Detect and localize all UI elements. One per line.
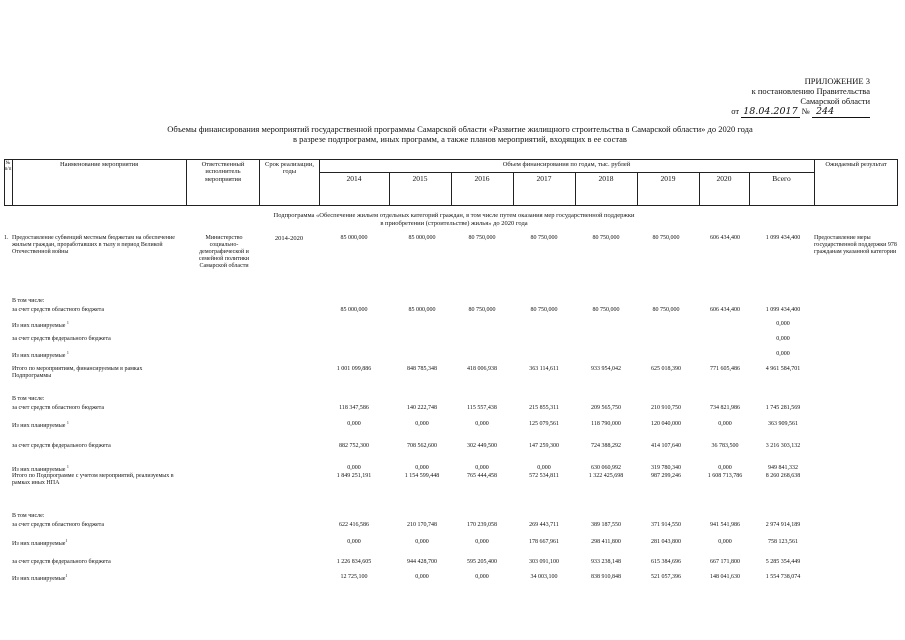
appendix-date: 18.04.2017	[743, 106, 798, 118]
value-2015: 85 000,000	[408, 307, 436, 313]
year-2020: 2020	[716, 174, 732, 183]
row-label: за счет средств федерального бюджета	[12, 443, 111, 449]
value-2014: 882 752,300	[339, 443, 369, 449]
value-2019: 319 780,340	[651, 465, 681, 471]
value-2016: 765 444,458	[467, 473, 497, 479]
value-2014: 12 725,100	[340, 574, 368, 580]
value-2019: 615 384,696	[651, 559, 681, 565]
header-number-b: п/п	[4, 166, 12, 172]
row-label: В том числе:	[12, 513, 45, 519]
value-2020: 941 541,986	[710, 522, 740, 528]
col-divider	[897, 159, 898, 205]
row-label: В том числе:	[12, 298, 45, 304]
value-2020: 148 041,630	[710, 574, 740, 580]
value-2020: 606 434,400	[710, 307, 740, 313]
value-2018: 80 750,000	[592, 235, 620, 241]
header-number	[4, 161, 12, 173]
value-2016: 0,000	[475, 539, 489, 545]
value-total: 1 099 434,400	[765, 235, 801, 241]
value-2018: 1 322 425,698	[588, 473, 624, 479]
value-2015: 0,000	[415, 539, 429, 545]
row-label: за счет средств областного бюджета	[12, 307, 105, 313]
value-2020: 734 821,986	[710, 405, 740, 411]
value-2017: 125 079,561	[529, 421, 559, 427]
appendix-decree: к постановлению Правительства	[751, 86, 870, 97]
value-2014: 118 347,586	[339, 405, 369, 411]
value-2017: 147 259,300	[529, 443, 559, 449]
value-total: 3 216 303,132	[765, 443, 801, 449]
subprogram-title	[194, 212, 714, 228]
value-2017: 572 534,811	[529, 473, 559, 479]
appendix-region: Самарской области	[800, 96, 870, 107]
document-title	[60, 124, 860, 144]
row-number: 1.	[4, 235, 9, 241]
value-2015: 0,000	[415, 465, 429, 471]
value-2014: 0,000	[347, 465, 361, 471]
row-label	[12, 539, 182, 548]
value-2015: 210 170,748	[407, 522, 437, 528]
value-2020: 0,000	[718, 421, 732, 427]
col-divider	[814, 159, 815, 205]
value-total: 1 099 434,400	[765, 307, 801, 313]
row-label: Предоставление субвенций местным бюджетам на обеспечение жильем граждан, проработавших в тылу в период Великой Отечественной войны	[12, 235, 175, 255]
header-number-a: №	[5, 161, 11, 166]
footnote-mark: 1	[66, 320, 69, 325]
value-2014: 0,000	[347, 539, 361, 545]
value-2015: 944 428,700	[407, 559, 437, 565]
header-volume: Объем финансирования по годам, тыс. рублей	[502, 161, 631, 168]
value-2017: 303 091,100	[529, 559, 559, 565]
value-2015: 85 000,000	[408, 235, 436, 241]
value-2020: 771 605,486	[710, 366, 740, 372]
value-2020: 36 783,500	[711, 443, 739, 449]
footnote-mark: 1	[65, 573, 68, 578]
year-2018: 2018	[598, 174, 614, 183]
value-2015: 848 785,348	[407, 366, 437, 372]
financing-table	[4, 159, 898, 619]
appendix-block	[690, 76, 870, 118]
value-total: 363 909,561	[768, 421, 798, 427]
row-responsible: Министерство социально-демографической и семейной политики Самарской области	[198, 235, 250, 269]
row-label: за счет средств областного бюджета	[12, 522, 105, 528]
value-2016: 595 205,400	[467, 559, 497, 565]
value-2014: 622 416,586	[339, 522, 369, 528]
value-2019: 281 043,800	[651, 539, 681, 545]
value-2019: 521 057,396	[651, 574, 681, 580]
value-2016: 302 449,500	[467, 443, 497, 449]
value-2019: 987 299,246	[651, 473, 681, 479]
value-2017: 269 443,711	[529, 522, 559, 528]
value-2016: 115 557,438	[467, 405, 497, 411]
row-label-text: Из них планируемые	[12, 541, 66, 547]
header-bottom-rule	[4, 205, 898, 206]
row-label-text: Из них планируемые	[12, 323, 66, 329]
subprogram-title-line2: в приобретении (строительстве) жилья» до 2020 года	[380, 219, 528, 227]
value-2016: 418 006,938	[467, 366, 497, 372]
value-2017: 34 003,100	[530, 574, 558, 580]
header-result: Ожидаемый результат	[825, 161, 887, 168]
appendix-title: ПРИЛОЖЕНИЕ 3	[804, 76, 870, 86]
value-2014: 1 001 099,886	[336, 366, 372, 372]
footnote-mark: 1	[66, 350, 69, 355]
value-2014: 1 226 834,605	[336, 559, 372, 565]
value-2018: 389 187,550	[591, 522, 621, 528]
row-label: В том числе:	[12, 396, 45, 402]
row-label	[12, 321, 182, 330]
document-title-line1: Объемы финансирования мероприятий государственной программы Самарской области «Развитие жилищного строительства в Самарской области» до 2020 года	[167, 124, 753, 134]
value-2016: 170 239,058	[467, 522, 497, 528]
value-2018: 80 750,000	[592, 307, 620, 313]
value-2020: 0,000	[718, 539, 732, 545]
header-responsible: Ответственный исполнитель мероприятия	[201, 161, 245, 183]
subprogram-title-line1: Подпрограмма «Обеспечение жильем отдельных категорий граждан, в том числе путем оказания мер государственной поддержки	[273, 212, 635, 219]
value-2014: 85 000,000	[340, 307, 368, 313]
value-total: 2 974 914,189	[765, 522, 801, 528]
row-label-text: Из них планируемые	[12, 353, 66, 359]
appendix-date-line	[690, 106, 870, 118]
row-label-text: Из них планируемые	[12, 423, 66, 429]
value-2020: 606 434,400	[710, 235, 740, 241]
value-total: 5 285 354,449	[765, 559, 801, 565]
value-total: 0,000	[776, 336, 790, 342]
value-2019: 625 018,390	[651, 366, 681, 372]
value-2017: 178 667,961	[529, 539, 559, 545]
value-2016: 0,000	[475, 574, 489, 580]
document-title-line2: в разрезе подпрограмм, иных программ, а также планов мероприятий, входящих в ее состав	[293, 134, 627, 145]
value-2016: 0,000	[475, 465, 489, 471]
date-prefix: от	[731, 106, 740, 117]
row-label: Итого по мероприятиям, финансируемым в рамках Подпрограммы	[12, 366, 143, 379]
value-2018: 933 954,042	[591, 366, 621, 372]
value-2016: 80 750,000	[468, 235, 496, 241]
value-total: 949 841,332	[768, 465, 798, 471]
value-2015: 0,000	[415, 421, 429, 427]
row-label	[12, 351, 182, 360]
value-2019: 371 914,550	[651, 522, 681, 528]
footnote-mark: 1	[66, 464, 69, 469]
value-2020: 0,000	[718, 465, 732, 471]
year-2014: 2014	[346, 174, 362, 183]
col-divider	[186, 159, 187, 205]
value-2014: 0,000	[347, 421, 361, 427]
value-2015: 140 222,748	[407, 405, 437, 411]
value-2017: 0,000	[537, 465, 551, 471]
value-2017: 363 114,611	[529, 366, 559, 372]
footnote-mark: 1	[65, 538, 68, 543]
value-2018: 118 790,000	[591, 421, 621, 427]
value-2019: 80 750,000	[652, 307, 680, 313]
row-result: Предоставление меры государственной поддержки 978 гражданам указанной категории	[814, 235, 897, 255]
value-2015: 708 562,600	[407, 443, 437, 449]
value-total: 0,000	[776, 351, 790, 357]
value-2018: 724 388,292	[591, 443, 621, 449]
table-top-rule	[4, 159, 898, 160]
value-2016: 0,000	[475, 421, 489, 427]
value-total: 1 745 281,569	[765, 405, 801, 411]
value-2018: 298 411,800	[591, 539, 621, 545]
number-prefix: №	[801, 106, 810, 117]
year-2019: 2019	[660, 174, 676, 183]
years-rule	[319, 172, 814, 173]
value-total: 8 260 268,638	[765, 473, 801, 479]
value-2015: 0,000	[415, 574, 429, 580]
row-label: за счет средств федерального бюджета	[12, 559, 111, 565]
row-label-text: Из них планируемые	[12, 467, 66, 473]
value-2018: 630 060,992	[591, 465, 621, 471]
row-label: за счет средств областного бюджета	[12, 405, 105, 411]
header-term: Срок реализации, годы	[264, 161, 314, 176]
value-2015: 1 154 599,448	[404, 473, 440, 479]
value-total: 4 961 584,701	[765, 366, 801, 372]
value-2019: 80 750,000	[652, 235, 680, 241]
row-label: Итого по Подпрограмме с учетом мероприятий, реализуемых в рамках иных НПА	[12, 473, 174, 486]
row-label	[12, 574, 182, 583]
appendix-number: 244	[812, 106, 870, 118]
value-2017: 215 855,311	[529, 405, 559, 411]
value-2019: 414 107,640	[651, 443, 681, 449]
value-2016: 80 750,000	[468, 307, 496, 313]
value-2018: 838 910,848	[591, 574, 621, 580]
value-total: 758 123,561	[768, 539, 798, 545]
footnote-mark: 1	[66, 420, 69, 425]
value-2019: 210 910,750	[651, 405, 681, 411]
value-2017: 80 750,000	[530, 307, 558, 313]
row-label	[12, 421, 182, 430]
row-label: за счет средств федерального бюджета	[12, 336, 111, 342]
row-label-text: Из них планируемые	[12, 576, 66, 582]
value-2017: 80 750,000	[530, 235, 558, 241]
year-2017: 2017	[536, 174, 552, 183]
value-total: 0,000	[776, 321, 790, 327]
value-2018: 209 565,750	[591, 405, 621, 411]
col-divider	[259, 159, 260, 205]
year-total: Всего	[772, 174, 791, 183]
value-2014: 85 000,000	[340, 235, 368, 241]
value-2018: 933 238,148	[591, 559, 621, 565]
value-2014: 1 849 251,191	[336, 473, 372, 479]
year-2015: 2015	[412, 174, 428, 183]
value-2020: 1 608 713,786	[707, 473, 743, 479]
value-total: 1 554 738,074	[765, 574, 801, 580]
year-2016: 2016	[474, 174, 490, 183]
header-name: Наименование мероприятия	[59, 161, 139, 168]
row-term: 2014-2020	[274, 235, 304, 242]
value-2019: 120 040,000	[651, 421, 681, 427]
value-2020: 667 171,800	[710, 559, 740, 565]
